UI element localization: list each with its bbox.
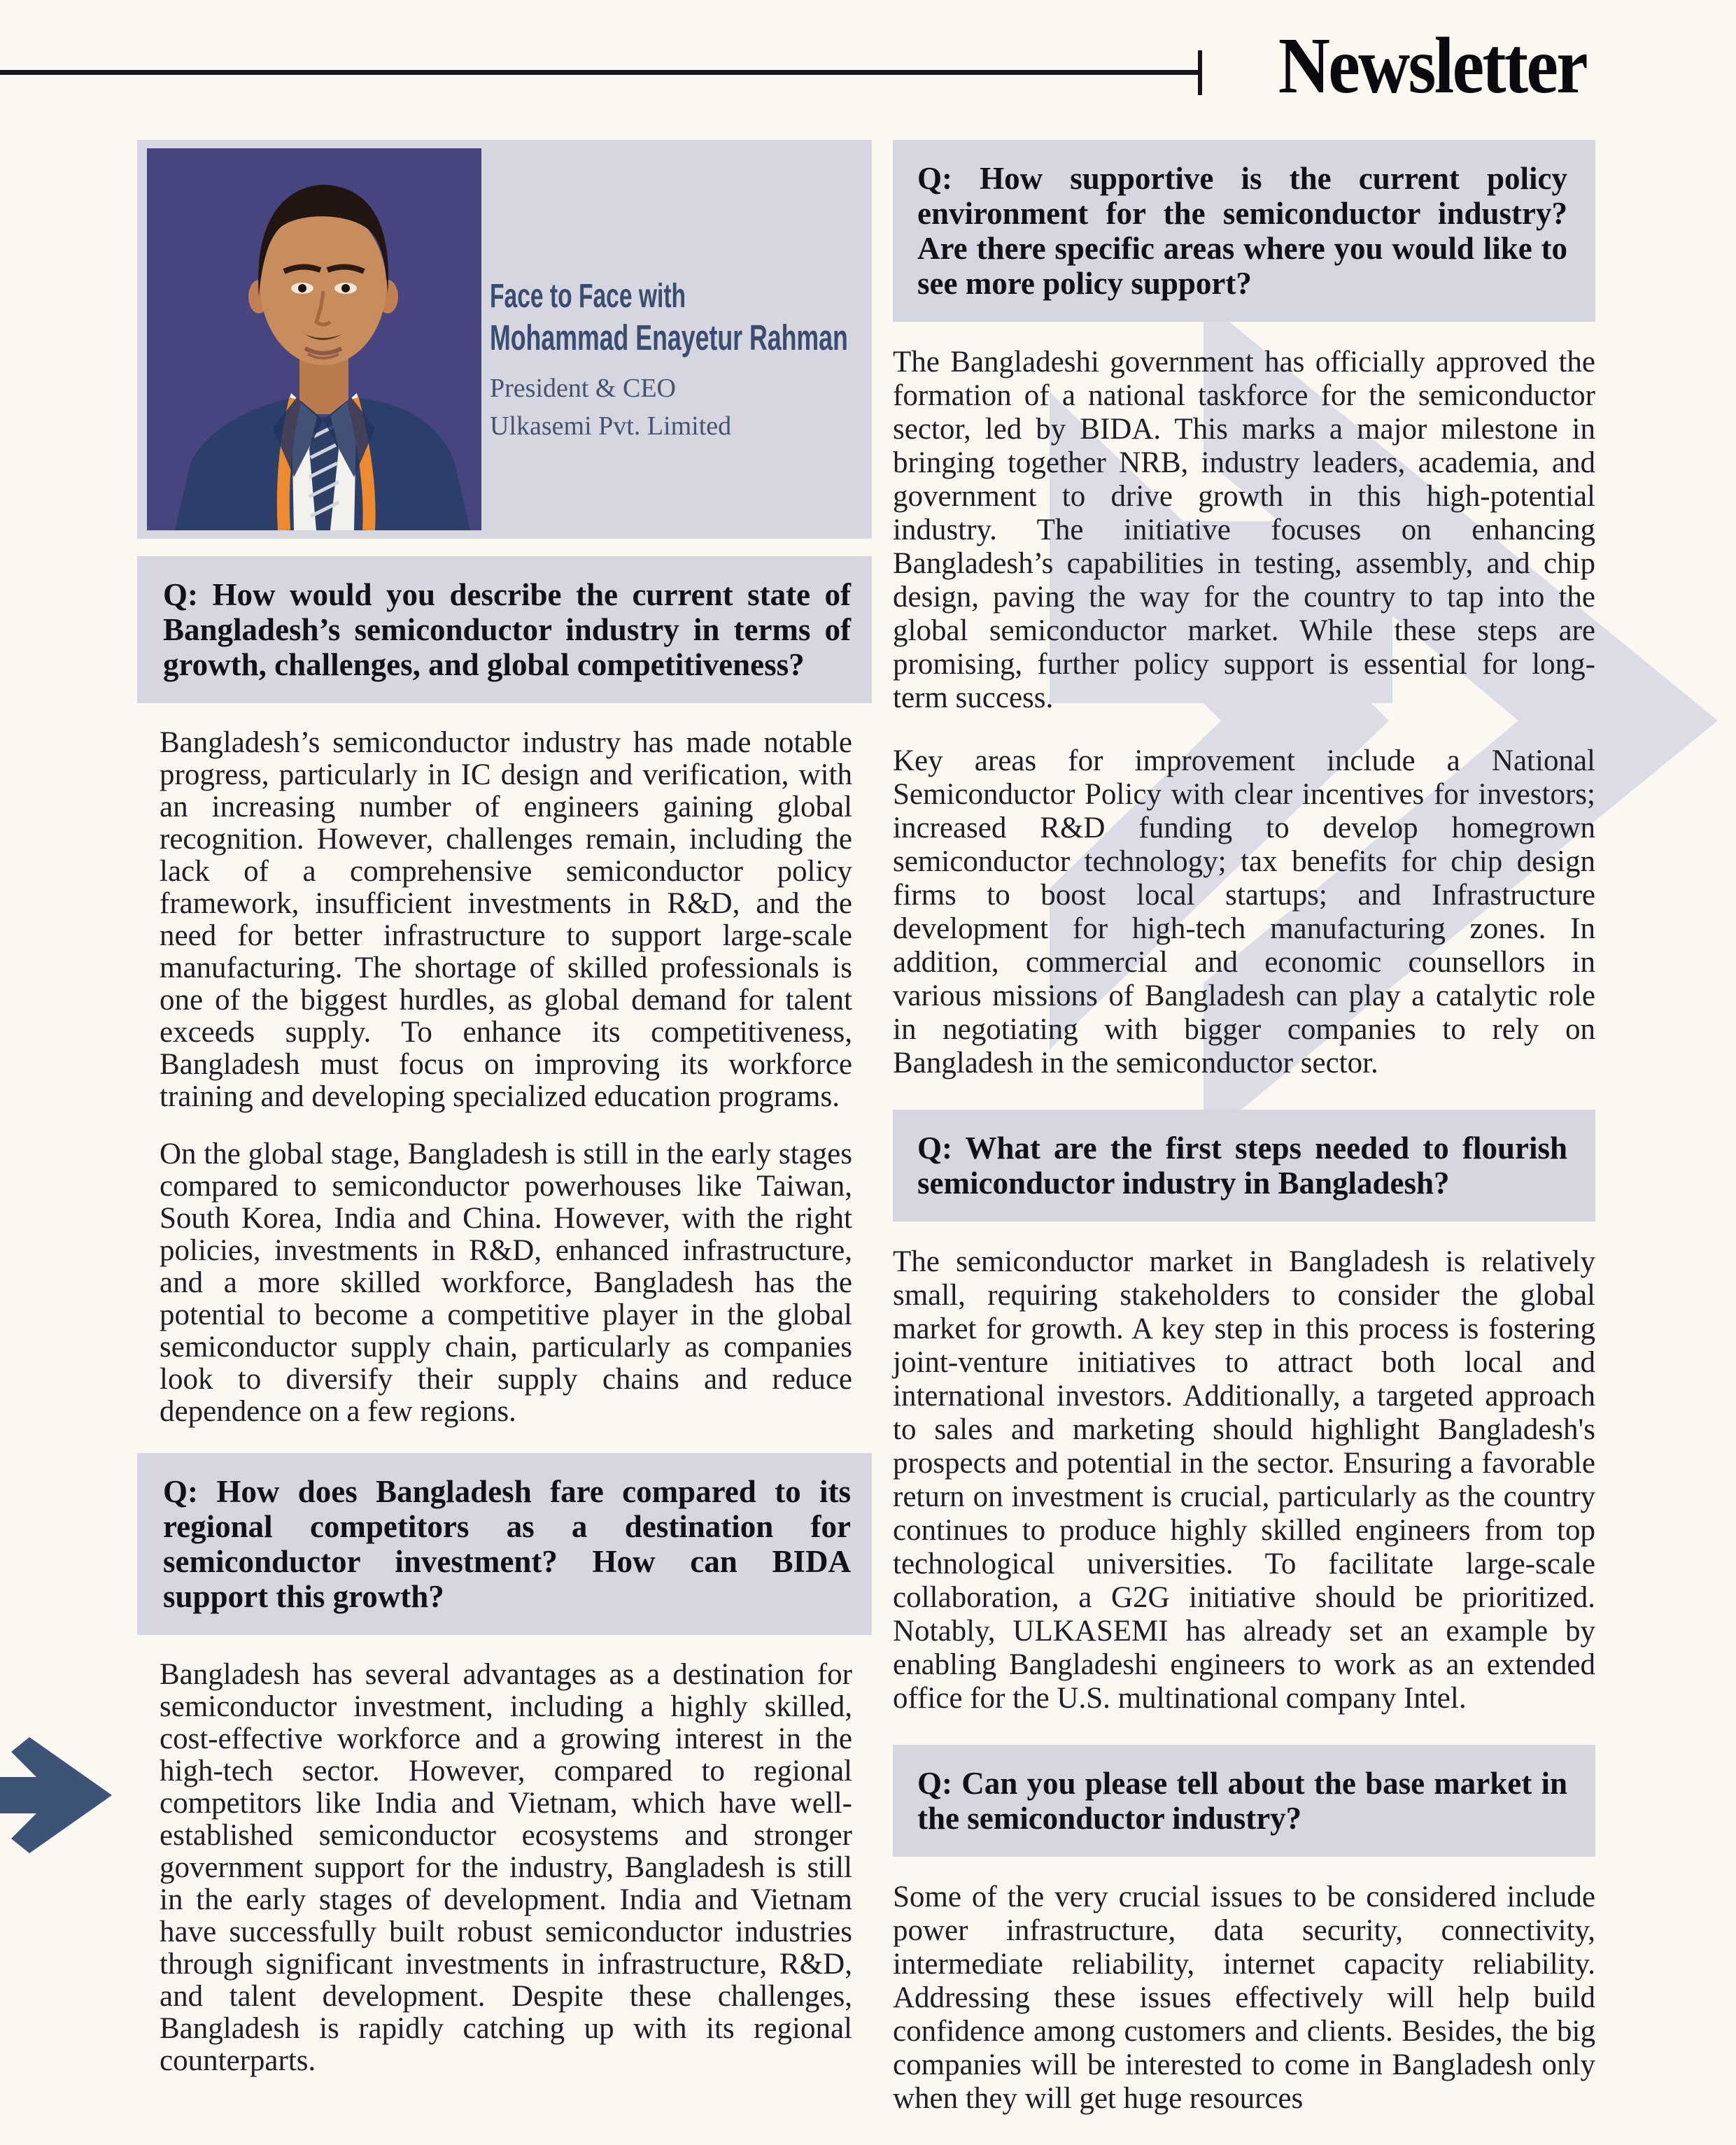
answer-paragraph: The semiconductor market in Bangladesh is relatively small, requiring stakeholders to consider the global market for growth. A key step in this process is fostering joint-venture initiatives to attract both local and international investors. Additionally, a targeted approach to sales and marketing should highlight Bangladesh's prospects and potential in the sector. Ensuring a favorable return on investment is crucial, particularly as the country continues to produce highly skilled engineers from top technological universities. To facilitate large-scale collaboration, a G2G initiative should be prioritized. Notably, ULKASEMI has already set an example by enabling Bangladeshi engineers to work as an extended office for the U.S. multinational company Intel. [893, 1245, 1595, 1715]
profile-caption [490, 277, 882, 445]
answer-paragraph: On the global stage, Bangladesh is still in the early stages compared to semiconductor powerhouses like Taiwan, South Korea, India and China. However, with the right policies, investments in R&D, enhanced infrastructure, and a more skilled workforce, Bangladesh has the potential to become a competitive player in the global semiconductor supply chain, particularly as companies look to diversify their supply chains and reduce dependence on a few regions. [160, 1138, 852, 1428]
question-block: Q: What are the first steps needed to flourish semiconductor industry in Bangladesh? [893, 1110, 1595, 1222]
header-rule-tick [1198, 50, 1202, 95]
question-block: Q: How does Bangladesh fare compared to its regional competitors as a destination for semiconductor investment? How can BIDA support this growth? [137, 1453, 872, 1635]
header-rule [0, 70, 1201, 75]
profile-heading-line2: Mohammad Enayetur Rahman [490, 318, 848, 358]
answer-paragraph: Some of the very crucial issues to be considered include power infrastructure, data security, connectivity, intermediate reliability, internet capacity reliability. Addressing these issues effectively will help build confidence among customers and clients. Besides, the big companies will be interested to come in Bangladesh only when they will get huge resources [893, 1881, 1595, 2115]
question-block: Q: How would you describe the current state of Bangladesh’s semiconductor industry in terms of growth, challenges, and global competitiveness? [137, 556, 872, 703]
profile-role: President & CEO [490, 374, 676, 403]
left-column [137, 556, 872, 2102]
page-title: Newsletter [1278, 21, 1586, 110]
question-block: Q: Can you please tell about the base market in the semiconductor industry? [893, 1745, 1595, 1857]
profile-heading-line1: Face to Face with [490, 278, 686, 315]
answer-paragraph: Bangladesh has several advantages as a destination for semiconductor investment, including a highly skilled, cost-effective workforce and a growing interest in the high-tech sector. However, compared to regional competitors like India and Vietnam, which have well-established semiconductor ecosystems and stronger government support for the industry, Bangladesh is still in the early stages of development. India and Vietnam have successfully built robust semiconductor industries through significant investments in infrastructure, R&D, and talent development. Despite these challenges, Bangladesh is rapidly catching up with its regional counterparts. [160, 1658, 852, 2077]
profile-panel [137, 140, 872, 539]
answer-paragraph: The Bangladeshi government has officially approved the formation of a national taskforce for the semiconductor sector, led by BIDA. This marks a major milestone in bringing together NRB, industry leaders, academia, and government to drive growth in this high-potential industry. The initiative focuses on enhancing Bangladesh’s capabilities in testing, assembly, and chip design, paving the way for the country to tap into the global semiconductor market. While these steps are promising, further policy support is essential for long-term success. [893, 346, 1595, 714]
portrait-photo [147, 148, 481, 530]
question-block: Q: How supportive is the current policy environment for the semiconductor industry? Are there specific areas where you would like to see more policy support? [893, 140, 1595, 322]
answer-paragraph: Key areas for improvement include a National Semiconductor Policy with clear incentives for investors; increased R&D funding to develop homegrown semiconductor technology; tax benefits for chip design firms to boost local startups; and Infrastructure development for high-tech manufacturing zones. In addition, commercial and economic counsellors in various missions of Bangladesh can play a catalytic role in negotiating with bigger companies to rely on Bangladesh in the semiconductor sector. [893, 744, 1595, 1079]
right-column [893, 140, 1595, 2145]
profile-company: Ulkasemi Pvt. Limited [490, 411, 732, 441]
answer-paragraph: Bangladesh’s semiconductor industry has made notable progress, particularly in IC design and verification, with an increasing number of engineers gaining global recognition. However, challenges remain, including the lack of a comprehensive semiconductor policy framework, insufficient investments in R&D, and the need for better infrastructure to support large-scale manufacturing. The shortage of skilled professionals is one of the biggest hurdles, as global demand for talent exceeds supply. To enhance its competitiveness, Bangladesh must focus on improving its workforce training and developing specialized education programs. [160, 726, 852, 1113]
right-arrow-icon [0, 1737, 112, 1853]
